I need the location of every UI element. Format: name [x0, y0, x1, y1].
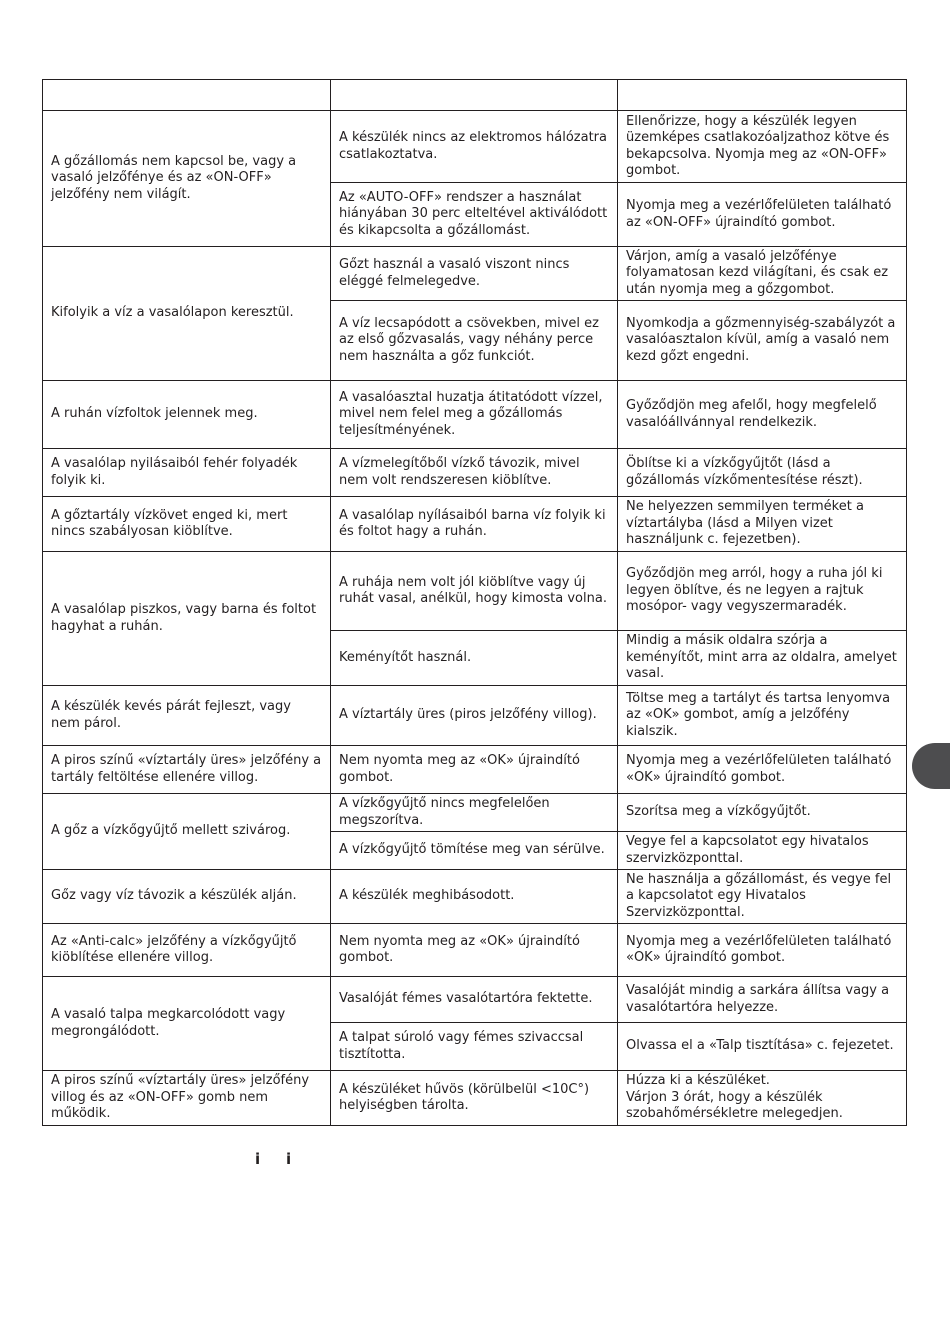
solution-cell: [618, 1071, 907, 1126]
table-row: [43, 686, 907, 746]
problem-text: A piros színű «víztartály üres» jelzőfény a tartály feltöltése ellenére villog.: [51, 753, 322, 785]
chapter-side-tab: [912, 743, 950, 789]
table-row: [43, 497, 907, 552]
solution-text: Várjon, amíg a vasaló jelzőfénye folyamatosan kezd világítani, és csak ez után nyomja meg a gőzgombot.: [626, 248, 889, 297]
solution-text: Vasalóját mindig a sarkára állítsa vagy a vasalótartóra helyezze.: [626, 983, 890, 1015]
problem-cell: [43, 746, 331, 794]
problem-cell: [43, 924, 331, 977]
solution-cell: [618, 746, 907, 794]
cause-text: A víztartály üres (piros jelzőfény villog).: [339, 707, 597, 723]
cause-cell: [331, 381, 618, 449]
cause-cell: [331, 794, 618, 832]
cause-cell: [331, 247, 618, 301]
solution-cell: [618, 924, 907, 977]
solution-cell: [618, 497, 907, 552]
cause-text: Az «AUTO-OFF» rendszer a használat hiányában 30 perc elteltével aktiválódott és kikapcsolta a gőzállomást.: [339, 189, 608, 238]
cause-cell: [331, 301, 618, 381]
cause-text: Vasalóját fémes vasalótartóra fektette.: [339, 991, 593, 1007]
footer-mark: i: [255, 1150, 261, 1168]
problem-cell: [43, 381, 331, 449]
solution-cell: [618, 552, 907, 631]
cause-cell: [331, 1023, 618, 1071]
problem-text: A piros színű «víztartály üres» jelzőfény villog és az «ON-OFF» gomb nem működik.: [51, 1073, 310, 1122]
solution-text: Ne helyezzen semmilyen terméket a víztartályba (lásd a Milyen vizet használjunk c. fejezetben).: [626, 499, 864, 548]
solution-text: Öblítse ki a vízkőgyűjtőt (lásd a gőzállomás vízkőmentesítése részt).: [626, 456, 863, 488]
header-cell-cause: [331, 80, 618, 111]
cause-cell: [331, 1071, 618, 1126]
solution-cell: [618, 977, 907, 1023]
table-row: [43, 381, 907, 449]
cause-cell: [331, 497, 618, 552]
solution-cell: [618, 1023, 907, 1071]
problem-text: A gőzállomás nem kapcsol be, vagy a vasaló jelzőfénye és az «ON-OFF» jelzőfény nem világít.: [51, 153, 297, 202]
solution-cell: [618, 381, 907, 449]
solution-text: Nyomja meg a vezérlőfelületen található az «ON-OFF» újraindító gombot.: [626, 198, 892, 230]
cause-text: A vízkőgyűjtő tömítése meg van sérülve.: [339, 842, 605, 858]
footer-mark: i: [286, 1150, 292, 1168]
problem-text: Kifolyik a víz a vasalólapon keresztül.: [51, 305, 294, 321]
solution-cell: [618, 247, 907, 301]
problem-text: Gőz vagy víz távozik a készülék alján.: [51, 888, 297, 904]
cause-text: A ruhája nem volt jól kiöblítve vagy új ruhát vasal, anélkül, hogy kimosta volna.: [339, 574, 607, 606]
problem-text: A ruhán vízfoltok jelennek meg.: [51, 406, 258, 422]
solution-text: Győződjön meg afelől, hogy megfelelő vasalóállvánnyal rendelkezik.: [626, 398, 877, 430]
cause-text: A készülék nincs az elektromos hálózatra csatlakoztatva.: [339, 130, 607, 162]
cause-cell: [331, 686, 618, 746]
cause-text: A vasalólap nyílásaiból barna víz folyik ki és foltot hagy a ruhán.: [339, 507, 606, 539]
solution-cell: [618, 832, 907, 870]
solution-text: Töltse meg a tartályt és tartsa lenyomva az «OK» gombot, amíg a jelzőfény kialszik.: [626, 690, 891, 739]
cause-cell: [331, 183, 618, 247]
problem-cell: [43, 870, 331, 924]
solution-text: Nyomja meg a vezérlőfelületen található «OK» újraindító gombot.: [626, 753, 892, 785]
troubleshooting-table: [42, 79, 907, 1126]
cause-cell: [331, 552, 618, 631]
solution-text: Győződjön meg arról, hogy a ruha jól ki legyen öblítve, és ne legyen a rajtuk mosópor- vagy vegyszermaradék.: [626, 566, 883, 615]
cause-text: A készüléket hűvös (körülbelül <10C°) helyiségben tárolta.: [339, 1081, 590, 1113]
cause-text: A vízkőgyűjtő nincs megfelelően megszorítva.: [339, 796, 550, 828]
solution-cell: [618, 870, 907, 924]
problem-text: A gőztartály vízkövet enged ki, mert nincs szabályosan kiöblítve.: [51, 507, 288, 539]
problem-cell: [43, 111, 331, 247]
cause-cell: [331, 924, 618, 977]
cause-text: A vasalóasztal huzatja átitatódott vízzel, mivel nem felel meg a gőzállomás teljesítményének.: [339, 389, 603, 438]
solution-text: Ne használja a gőzállomást, és vegye fel a kapcsolatot egy Hivatalos Szervizközponttal.: [626, 871, 892, 920]
solution-text: Húzza ki a készüléket. Várjon 3 órát, hogy a készülék szobahőmérsékletre melegedjen.: [626, 1073, 843, 1122]
table-row: [43, 924, 907, 977]
table-row: [43, 111, 907, 183]
problem-text: A vasalólap piszkos, vagy barna és foltot hagyhat a ruhán.: [51, 602, 317, 634]
problem-cell: [43, 449, 331, 497]
solution-cell: [618, 449, 907, 497]
solution-text: Vegye fel a kapcsolatot egy hivatalos szervizközponttal.: [626, 834, 869, 866]
cause-text: Gőzt használ a vasaló viszont nincs eléggé felmelegedve.: [339, 257, 570, 289]
solution-cell: [618, 111, 907, 183]
problem-text: A készülék kevés párát fejleszt, vagy nem párol.: [51, 699, 291, 731]
problem-cell: [43, 247, 331, 381]
table-row: [43, 552, 907, 631]
problem-cell: [43, 497, 331, 552]
header-cell-problem: [43, 80, 331, 111]
cause-cell: [331, 631, 618, 686]
cause-text: A vízmelegítőből vízkő távozik, mivel nem volt rendszeresen kiöblítve.: [339, 456, 580, 488]
cause-text: A talpat súroló vagy fémes szivaccsal tisztította.: [339, 1030, 584, 1062]
solution-text: Nyomja meg a vezérlőfelületen található «OK» újraindító gombot.: [626, 933, 892, 965]
cause-cell: [331, 832, 618, 870]
problem-cell: [43, 977, 331, 1071]
cause-cell: [331, 746, 618, 794]
table-row: [43, 746, 907, 794]
cause-text: A készülék meghibásodott.: [339, 888, 515, 904]
table-row: [43, 870, 907, 924]
problem-cell: [43, 794, 331, 870]
solution-cell: [618, 631, 907, 686]
cause-cell: [331, 449, 618, 497]
solution-text: Mindig a másik oldalra szórja a keményítőt, mint arra az oldalra, amelyet vasal.: [626, 633, 897, 682]
solution-cell: [618, 301, 907, 381]
table-header-row: [43, 80, 907, 111]
table-row: [43, 247, 907, 301]
solution-cell: [618, 183, 907, 247]
cause-text: Keményítőt használ.: [339, 649, 472, 665]
problem-cell: [43, 1071, 331, 1126]
solution-text: Ellenőrizze, hogy a készülék legyen üzemképes csatlakozóaljzathoz kötve és bekapcsolva. Nyomja meg az «ON-OFF» gombot.: [626, 113, 890, 178]
cause-text: Nem nyomta meg az «OK» újraindító gombot.: [339, 933, 580, 965]
cause-cell: [331, 111, 618, 183]
problem-text: A gőz a vízkőgyűjtő mellett szivárog.: [51, 823, 291, 839]
header-cell-solution: [618, 80, 907, 111]
problem-cell: [43, 552, 331, 686]
problem-text: Az «Anti-calc» jelzőfény a vízkőgyűjtő kiöblítése ellenére villog.: [51, 933, 297, 965]
problem-cell: [43, 686, 331, 746]
cause-cell: [331, 977, 618, 1023]
solution-text: Olvassa el a «Talp tisztítása» c. fejezetet.: [626, 1038, 894, 1054]
solution-cell: [618, 794, 907, 832]
problem-text: A vasalólap nyilásaiból fehér folyadék folyik ki.: [51, 456, 298, 488]
table-row: [43, 794, 907, 832]
problem-text: A vasaló talpa megkarcolódott vagy megrongálódott.: [51, 1007, 286, 1039]
solution-cell: [618, 686, 907, 746]
table-row: [43, 449, 907, 497]
table-row: [43, 1071, 907, 1126]
cause-cell: [331, 870, 618, 924]
cause-text: A víz lecsapódott a csövekben, mivel ez az első gőzvasalás, vagy néhány perce nem használta a gőz funkciót.: [339, 315, 599, 364]
table-row: [43, 977, 907, 1023]
cause-text: Nem nyomta meg az «OK» újraindító gombot.: [339, 753, 580, 785]
solution-text: Szorítsa meg a vízkőgyűjtőt.: [626, 804, 811, 820]
solution-text: Nyomkodja a gőzmennyiség-szabályzót a vasalóasztalon kívül, amíg a vasaló nem kezd gőzt engedni.: [626, 315, 896, 364]
